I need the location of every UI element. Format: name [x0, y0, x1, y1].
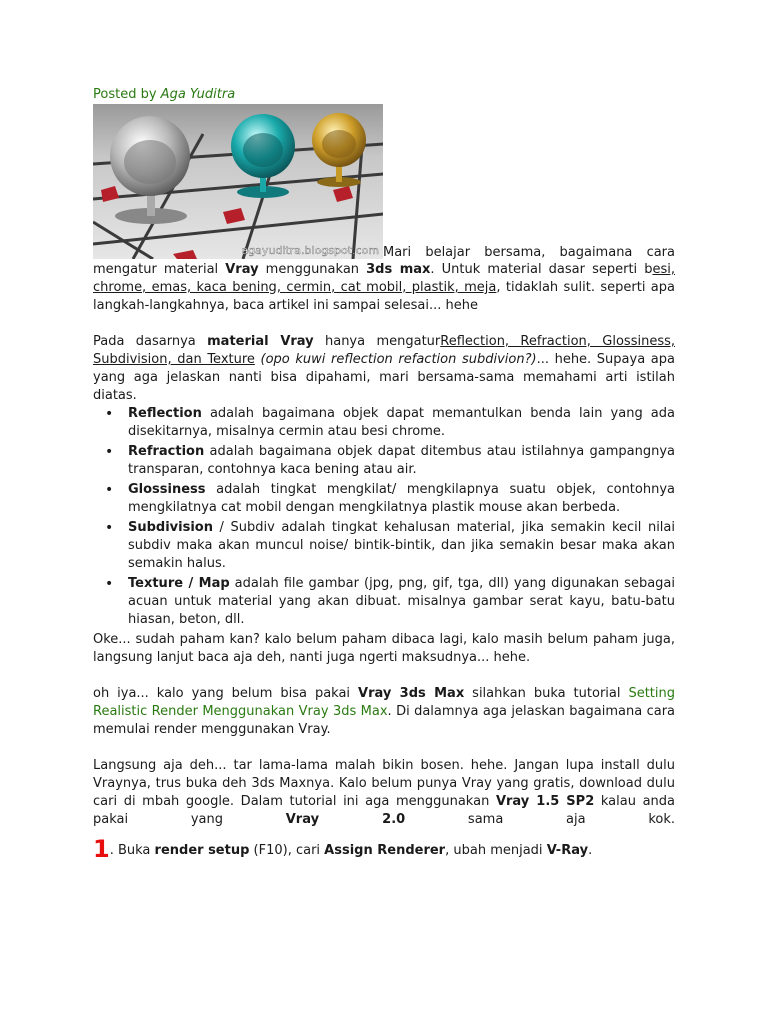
italic-text: (opo kuwi reflection refaction subdivion?) [254, 352, 537, 367]
posted-by [93, 86, 675, 104]
list-item [105, 481, 675, 517]
bold-text: Vray 2.0 [285, 812, 406, 827]
text: kalau anda pakai yang [93, 794, 675, 827]
term: Refraction [128, 444, 205, 459]
text: sama aja kok. [405, 812, 675, 827]
definition: adalah tingkat mengkilat/ mengkilapnya suatu objek, contohnya mengkilatnya cat mobil dengan mengkilatnya plastik mouse akan berbeda. [128, 482, 675, 515]
bold-text: Vray 1.5 SP2 [495, 794, 595, 809]
text: menggunakan [258, 262, 367, 277]
step-1 [93, 837, 675, 863]
list-item [105, 519, 675, 573]
bold-text: 3ds max [366, 262, 431, 277]
text: , ubah menjadi [445, 843, 547, 858]
bullet-icon: • [105, 520, 114, 536]
hero-row [93, 104, 675, 261]
text: , tidaklah sulit. seperti apa langkah-langkahnya, baca artikel ini sampai selesai... hehe [93, 280, 675, 313]
text: . Buka [109, 843, 155, 858]
author-link[interactable]: Aga Yuditra [160, 87, 236, 102]
text: mengatur material [93, 262, 226, 277]
underlined-text: Reflection, Refraction, Glossiness, Subdivision, dan Texture [93, 334, 675, 367]
bullet-icon: • [105, 406, 114, 422]
step-number: 1 [93, 835, 110, 863]
bullet-icon: • [105, 444, 114, 460]
intro-text: Mari belajar bersama, bagaimana cara [383, 245, 675, 260]
bullet-icon: • [105, 576, 114, 592]
text: Pada dasarnya [93, 334, 208, 349]
tutorial-link[interactable]: Setting Realistic Render Menggunakan Vray 3ds Max [93, 686, 675, 719]
vray-materials-image [93, 104, 383, 259]
bullet-icon: • [105, 482, 114, 498]
underlined-text: esi, chrome, emas, kaca bening, cermin, cat mobil, plastik, meja [93, 262, 676, 295]
bold-text: Vray 3ds Max [358, 686, 465, 701]
text: hanya mengatur [313, 334, 441, 349]
definition-list [93, 405, 675, 629]
text: . [588, 843, 593, 858]
watermark-text: agayuditra.blogspot.com [241, 244, 379, 257]
term: Glossiness [128, 482, 206, 497]
term: Subdivision [128, 520, 213, 535]
bold-text: Vray [225, 262, 259, 277]
paragraph-tutorial-link [93, 685, 675, 739]
paragraph-oke: Oke... sudah paham kan? kalo belum paham dibaca lagi, kalo masih belum paham juga, langsung lanjut baca aja deh, nanti juga ngerti maksudnya... hehe. [93, 632, 675, 665]
definition: adalah file gambar (jpg, png, gif, tga, dll) yang digunakan sebagai acuan untuk material yang akan dibuat. misalnya gambar serat kayu, batu-batu hiasan, beton, dll. [128, 576, 676, 627]
text: . Di dalamnya aga jelaskan bagaimana cara memulai render menggunakan Vray. [93, 704, 676, 737]
bold-text: render setup [154, 843, 250, 858]
bold-text: V-Ray [546, 843, 589, 858]
term: Reflection [128, 406, 202, 421]
definition: / Subdiv adalah tingkat kehalusan material, jika semakin kecil nilai subdiv maka akan muncul noise/ bintik-bintik, dan jika semakin besar maka akan semakin halus. [128, 520, 675, 571]
list-item [105, 443, 675, 479]
text: silahkan buka tutorial [464, 686, 629, 701]
text: (F10), cari [249, 843, 325, 858]
paragraph-install [93, 757, 675, 829]
list-item [105, 405, 675, 441]
text: . Untuk material dasar seperti b [430, 262, 653, 277]
bold-text: Assign Renderer [324, 843, 446, 858]
posted-by-label: Posted by [93, 87, 161, 102]
definition: adalah bagaimana objek dapat memantulkan benda lain yang ada disekitarnya, misalnya cermin atau besi chrome. [128, 406, 675, 439]
intro-first-line [383, 244, 675, 262]
text: oh iya... kalo yang belum bisa pakai [93, 686, 359, 701]
text: Langsung aja deh... tar lama-lama malah bikin bosen. hehe. Jangan lupa install dulu Vraynya, trus buka deh 3ds Maxnya. Kalo belum punya Vray yang gratis, download dulu cari di mbah google. Dalam tutorial ini aga menggunakan [93, 758, 675, 809]
intro-paragraph [93, 261, 675, 315]
paragraph-material-vray [93, 333, 675, 405]
article-body [93, 86, 675, 863]
term: Texture / Map [128, 576, 230, 591]
bold-text: material Vray [207, 334, 314, 349]
list-item [105, 575, 676, 629]
text: ... hehe. Supaya apa yang aga jelaskan nanti bisa dipahami, mari bersama-sama memahami arti istilah diatas. [93, 352, 675, 403]
definition: adalah bagaimana objek dapat ditembus atau istilahnya gampangnya transparan, contohnya kaca bening atau air. [128, 444, 675, 477]
